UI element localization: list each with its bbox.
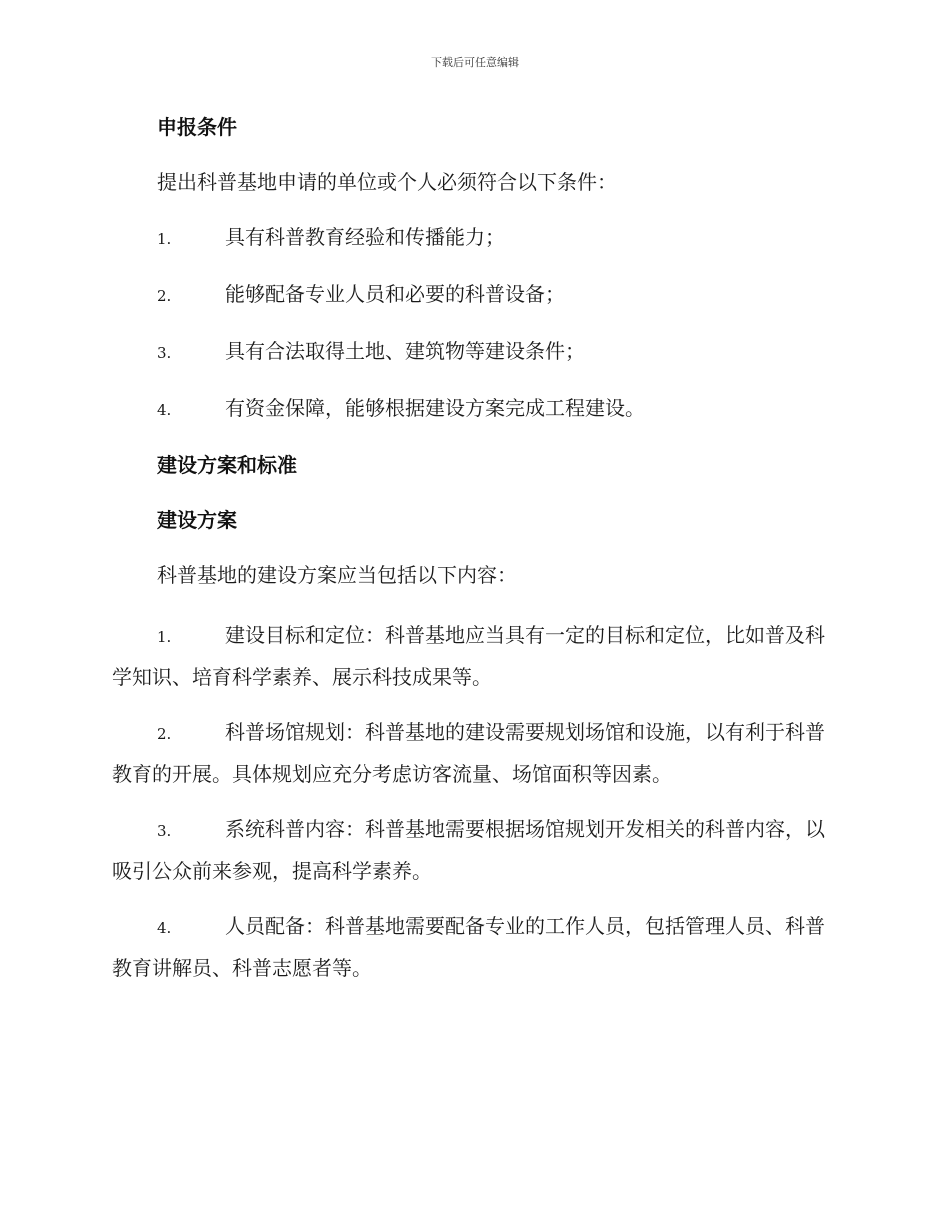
section-heading-conditions: 申报条件 — [157, 115, 237, 139]
conditions-intro: 提出科普基地申请的单位或个人必须符合以下条件： — [157, 170, 617, 194]
list-number: 3. — [157, 822, 172, 840]
plan-item — [112, 906, 834, 988]
list-number: 1. — [157, 230, 172, 248]
list-item-text: 具有合法取得土地、建筑物等建设条件； — [225, 339, 585, 363]
page-header-note: 下载后可任意编辑 — [431, 56, 519, 69]
condition-item — [112, 336, 834, 368]
plan-item — [112, 809, 834, 891]
plan-intro: 科普基地的建设方案应当包括以下内容： — [157, 563, 517, 587]
section-heading-plan-standards: 建设方案和标准 — [157, 453, 297, 477]
list-item-text: 建设目标和定位：科普基地应当具有一定的目标和定位，比如普及科学知识、培育科学素养、展示科技成果等。 — [112, 623, 825, 689]
list-number: 1. — [157, 628, 172, 646]
section-heading-plan: 建设方案 — [157, 508, 237, 532]
list-number: 4. — [157, 919, 172, 937]
list-item-text: 有资金保障，能够根据建设方案完成工程建设。 — [225, 396, 645, 420]
list-number: 2. — [157, 725, 172, 743]
plan-item — [112, 712, 834, 794]
list-item-text: 能够配备专业人员和必要的科普设备； — [225, 282, 565, 306]
document-body — [112, 112, 834, 1003]
condition-item — [112, 222, 834, 254]
condition-item — [112, 279, 834, 311]
list-number: 4. — [157, 401, 172, 419]
list-item-text: 人员配备：科普基地需要配备专业的工作人员，包括管理人员、科普教育讲解员、科普志愿者等。 — [112, 914, 825, 980]
plan-item — [112, 615, 834, 697]
list-item-text: 科普场馆规划：科普基地的建设需要规划场馆和设施，以有利于科普教育的开展。具体规划应充分考虑访客流量、场馆面积等因素。 — [112, 720, 825, 786]
condition-item — [112, 393, 834, 425]
list-item-text: 具有科普教育经验和传播能力； — [225, 225, 505, 249]
list-item-text: 系统科普内容：科普基地需要根据场馆规划开发相关的科普内容，以吸引公众前来参观，提高科学素养。 — [112, 817, 825, 883]
list-number: 3. — [157, 344, 172, 362]
list-number: 2. — [157, 287, 172, 305]
